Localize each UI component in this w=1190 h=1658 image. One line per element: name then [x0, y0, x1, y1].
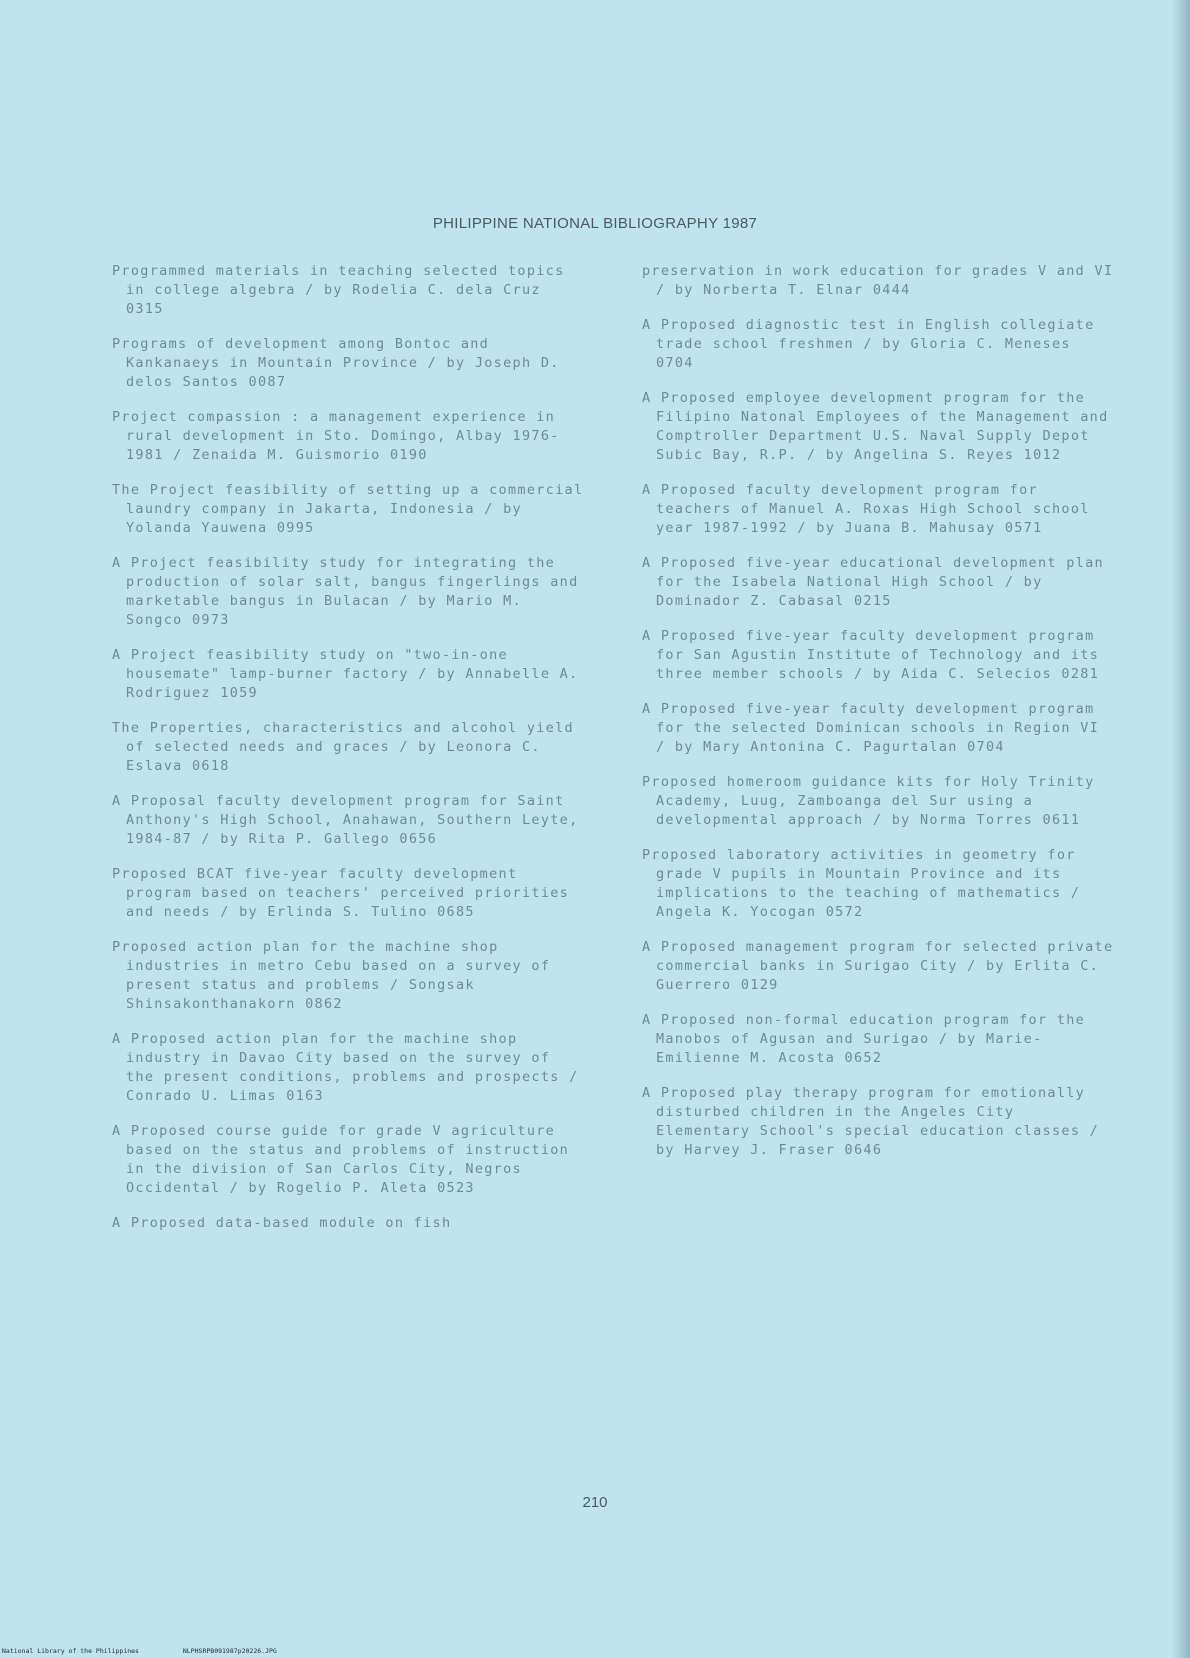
bibliography-entry: Proposed action plan for the machine shop industries in metro Cebu based on a survey of present status and problems / Songsak Shinsakonthanakorn 0862	[112, 939, 551, 1012]
page-header: PHILIPPINE NATIONAL BIBLIOGRAPHY 1987	[432, 215, 758, 232]
bibliography-entry: Proposed homeroom guidance kits for Holy Trinity Academy, Luug, Zamboanga del Sur using a developmental approach / by Norma Torres 0611	[642, 774, 1095, 828]
left-column	[112, 262, 587, 1233]
bibliography-entry: Programmed materials in teaching selected topics in college algebra / by Rodelia C. dela Cruz 0315	[112, 263, 565, 317]
right-column	[642, 262, 1117, 1160]
bibliography-entry: A Proposed data-based module on fish	[112, 1215, 452, 1231]
bibliography-entry: Programs of development among Bontoc and Kankanaeys in Mountain Province / by Joseph D. delos Santos 0087	[112, 336, 560, 390]
bibliography-entry: A Proposed non-formal education program for the Manobos of Agusan and Surigao / by Marie-Emilienne M. Acosta 0652	[642, 1012, 1086, 1066]
bibliography-entry: A Proposed course guide for grade V agriculture based on the status and problems of instruction in the division of San Carlos City, Negros Occidental / by Rogelio P. Aleta 0523	[112, 1123, 570, 1196]
bibliography-entry: A Proposed diagnostic test in English collegiate trade school freshmen / by Gloria C. Meneses 0704	[642, 317, 1095, 371]
bibliography-entry: A Project feasibility study for integrating the production of solar salt, bangus fingerlings and marketable bangus in Bulacan / by Mario M. Songco 0973	[112, 555, 579, 628]
bibliography-entry: A Proposed management program for selected private commercial banks in Surigao City / by Erlita C. Guerrero 0129	[642, 939, 1114, 993]
bibliography-entry: A Proposed employee development program for the Filipino Natonal Employees of the Management and Comptroller Department U.S. Naval Supply Depot Subic Bay, R.P. / by Angelina S. Reyes 1012	[642, 390, 1109, 463]
page-number: 210	[582, 1494, 608, 1511]
bibliography-entry: A Proposed play therapy program for emotionally disturbed children in the Angeles City Elementary School's special education classes / by Harvey J. Fraser 0646	[642, 1085, 1100, 1158]
scan-footer	[2, 1647, 317, 1655]
bibliography-entry: A Proposed five-year faculty development program for San Agustin Institute of Technology and its three member schools / by Aida C. Selecios 0281	[642, 628, 1100, 682]
bibliography-entry: A Proposal faculty development program for Saint Anthony's High School, Anahawan, Southern Leyte, 1984-87 / by Rita P. Gallego 0656	[112, 793, 579, 847]
bibliography-entry: A Proposed action plan for the machine shop industry in Davao City based on the survey of the present conditions, problems and prospects / Conrado U. Limas 0163	[112, 1031, 579, 1104]
page-edge-shadow	[1172, 0, 1190, 1658]
bibliography-entry: The Properties, characteristics and alcohol yield of selected needs and graces / by Leonora C. Eslava 0618	[112, 720, 574, 774]
bibliography-entry: A Proposed faculty development program for teachers of Manuel A. Roxas High School school year 1987-1992 / by Juana B. Mahusay 0571	[642, 482, 1090, 536]
bibliography-entry: preservation in work education for grades V and VI / by Norberta T. Elnar 0444	[642, 263, 1114, 298]
bibliography-entry: A Project feasibility study on "two-in-one housemate" lamp-burner factory / by Annabelle A. Rodriguez 1059	[112, 647, 579, 701]
bibliography-entry: Proposed laboratory activities in geometry for grade V pupils in Mountain Province and its implications to the teaching of mathematics / Angela K. Yocogan 0572	[642, 847, 1081, 920]
bibliography-entry: The Project feasibility of setting up a commercial laundry company in Jakarta, Indonesia / by Yolanda Yauwena 0995	[112, 482, 584, 536]
footer-file: NLPHSRPB091987p20226.JPG	[182, 1647, 277, 1655]
footer-library: National Library of the Philippines	[2, 1647, 139, 1655]
bibliography-entry: A Proposed five-year faculty development program for the selected Dominican schools in Region VI / by Mary Antonina C. Pagurtalan 0704	[642, 701, 1100, 755]
bibliography-entry: Project compassion : a management experience in rural development in Sto. Domingo, Albay 1976-1981 / Zenaida M. Guismorio 0190	[112, 409, 560, 463]
bibliography-entry: Proposed BCAT five-year faculty development program based on teachers' perceived priorities and needs / by Erlinda S. Tulino 0685	[112, 866, 570, 920]
bibliography-entry: A Proposed five-year educational development plan for the Isabela National High School / by Dominador Z. Cabasal 0215	[642, 555, 1104, 609]
